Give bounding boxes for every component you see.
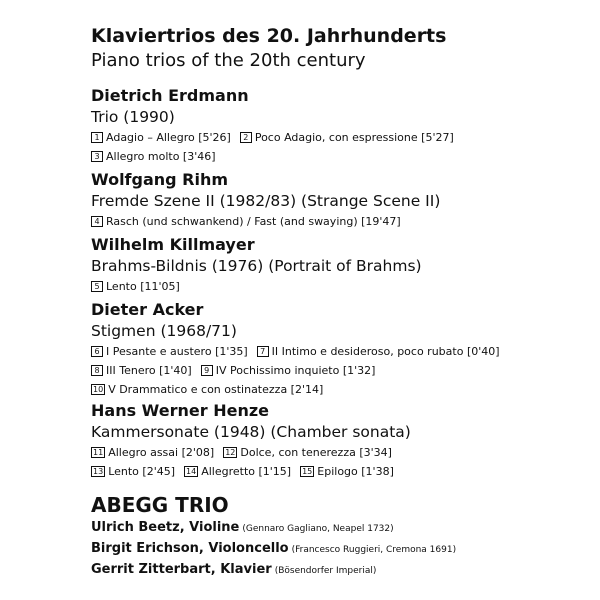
- composer-name: Dietrich Erdmann: [91, 86, 249, 105]
- member-name: Birgit Erichson, Violoncello: [91, 541, 289, 556]
- track-text: Adagio – Allegro [5'26]: [106, 131, 231, 144]
- member-name: Ulrich Beetz, Violine: [91, 520, 240, 535]
- work-erdmann: [91, 86, 463, 166]
- member-instrument-note: (Gennaro Gagliano, Neapel 1732): [242, 524, 394, 534]
- track-text: IV Pochissimo inquieto [1'32]: [215, 364, 376, 377]
- work-title: Brahms-Bildnis (1976) (Portrait of Brahms): [91, 257, 422, 275]
- track-text: Poco Adagio, con espressione [5'27]: [254, 131, 454, 144]
- track-text: V Drammatico e con ostinatezza [2'14]: [108, 383, 324, 396]
- member-line: [91, 539, 456, 560]
- ensemble-section: [91, 492, 456, 581]
- composer-name: Hans Werner Henze: [91, 401, 269, 420]
- composer-name: Wilhelm Killmayer: [91, 235, 255, 254]
- member-line: [91, 560, 456, 581]
- title-german: Klaviertrios des 20. Jahrhunderts: [91, 25, 447, 47]
- track-number: 12: [225, 448, 236, 457]
- track-number: 1: [91, 132, 103, 143]
- track-item: [91, 147, 216, 166]
- track-text: Lento [2'45]: [108, 465, 176, 478]
- track-item: [91, 277, 180, 296]
- work-title: Kammersonate (1948) (Chamber sonata): [91, 423, 411, 441]
- track-number: 11: [93, 448, 104, 457]
- work-rihm: [91, 170, 440, 231]
- track-text: Allegro assai [2'08]: [108, 446, 215, 459]
- track-number: 6: [91, 346, 103, 357]
- track-number: 7: [257, 346, 269, 357]
- track-number: 2: [240, 132, 252, 143]
- composer-name: Wolfgang Rihm: [91, 170, 229, 189]
- track-text: Allegro molto [3'46]: [106, 150, 216, 163]
- track-item: [300, 462, 394, 481]
- track-number: 15: [302, 467, 313, 476]
- track-list: [91, 443, 411, 481]
- track-list: [91, 128, 463, 166]
- header: [91, 23, 446, 73]
- track-list: [91, 342, 509, 399]
- track-text: III Tenero [1'40]: [106, 364, 192, 377]
- track-text: Lento [11'05]: [106, 280, 180, 293]
- track-item: [91, 342, 248, 361]
- track-number: 8: [91, 365, 103, 376]
- track-item: [91, 462, 175, 481]
- work-title: Fremde Szene II (1982/83) (Strange Scene II): [91, 192, 441, 210]
- work-title: Trio (1990): [91, 108, 175, 126]
- track-number: 10: [93, 385, 104, 394]
- track-text: Allegretto [1'15]: [201, 465, 292, 478]
- track-text: I Pesante e austero [1'35]: [106, 345, 248, 358]
- ensemble-name: ABEGG TRIO: [91, 493, 229, 517]
- track-list: [91, 212, 440, 231]
- track-item: [91, 212, 401, 231]
- member-instrument-note: (Francesco Ruggieri, Cremona 1691): [291, 545, 457, 555]
- composer-name: Dieter Acker: [91, 300, 204, 319]
- work-killmayer: [91, 235, 422, 296]
- track-item: [91, 443, 214, 462]
- work-henze: [91, 401, 411, 481]
- member-name: Gerrit Zitterbart, Klavier: [91, 562, 272, 577]
- track-item: [91, 128, 231, 147]
- work-acker: [91, 300, 509, 399]
- track-item: [91, 361, 192, 380]
- track-number: 5: [91, 281, 103, 292]
- work-title: Stigmen (1968/71): [91, 322, 237, 340]
- title-english: Piano trios of the 20th century: [91, 50, 366, 71]
- track-number: 4: [91, 216, 103, 227]
- track-number: 9: [201, 365, 213, 376]
- track-item: [223, 443, 392, 462]
- track-item: [257, 342, 500, 361]
- track-text: Rasch (und schwankend) / Fast (and swaying) [19'47]: [106, 215, 401, 228]
- track-item: [184, 462, 291, 481]
- track-item: [91, 380, 323, 399]
- track-item: [240, 128, 454, 147]
- member-instrument-note: (Bösendorfer Imperial): [274, 566, 377, 576]
- track-text: Epilogo [1'38]: [317, 465, 394, 478]
- track-item: [201, 361, 376, 380]
- track-number: 3: [91, 151, 103, 162]
- member-line: [91, 518, 456, 539]
- track-number: 14: [186, 467, 197, 476]
- track-list: [91, 277, 422, 296]
- track-number: 13: [93, 467, 104, 476]
- track-text: II Intimo e desideroso, poco rubato [0'40]: [271, 345, 500, 358]
- track-text: Dolce, con tenerezza [3'34]: [240, 446, 392, 459]
